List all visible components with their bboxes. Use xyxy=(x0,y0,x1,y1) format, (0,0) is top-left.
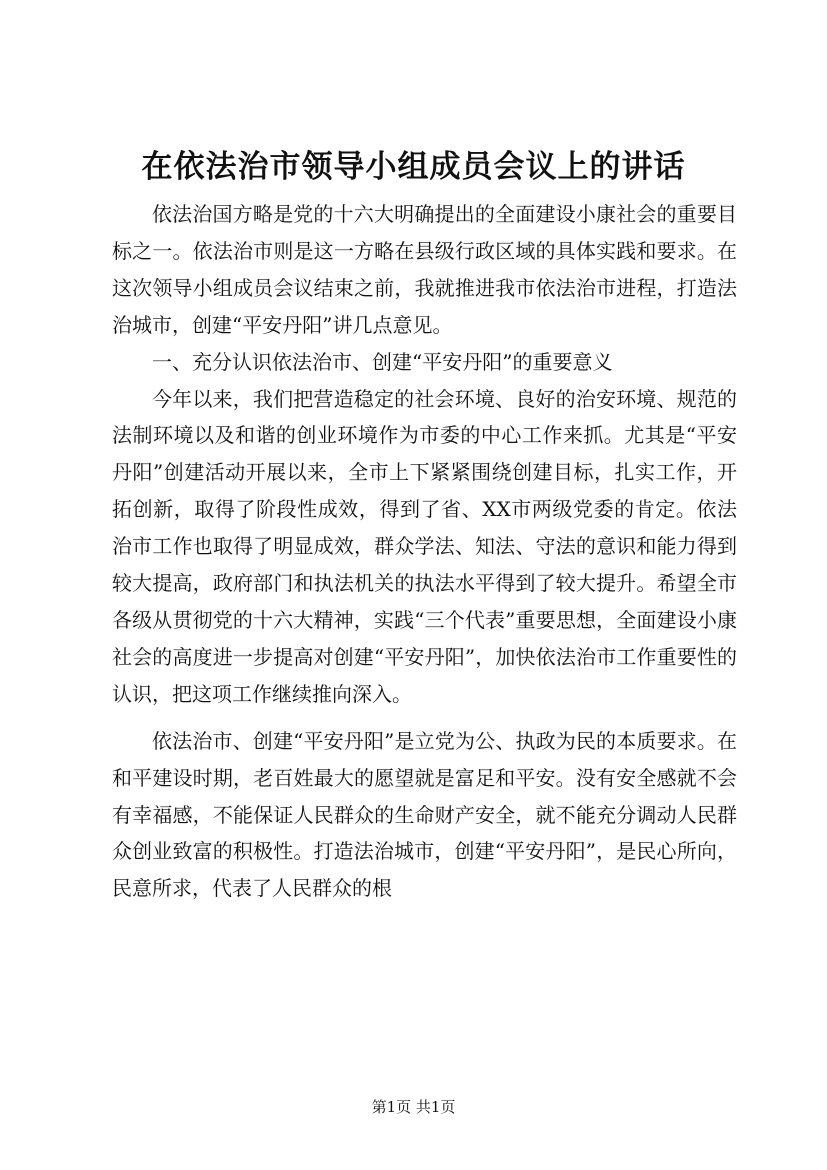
paragraph-significance: 依法治市、创建“平安丹阳”是立党为公、执政为民的本质要求。在和平建设时期，老百姓最大的愿望就是富足和平安。没有安全感就不会有幸福感，不能保证人民群众的生命财产安全，就不能充分调动人民群众创业致富的积极性。打造法治城市，创建“平安丹阳”，是民心所向，民意所求，代表了人民群众的根 xyxy=(112,728,737,901)
paragraph-spacer xyxy=(112,713,737,723)
paragraph-intro: 依法治国方略是党的十六大明确提出的全面建设小康社会的重要目标之一。依法治市则是这一方略在县级行政区域的具体实践和要求。在这次领导小组成员会议结束之前，我就推进我市依法治市进程，打造法治城市，创建“平安丹阳”讲几点意见。 xyxy=(112,202,737,337)
page-number-footer: 第1页 共1页 xyxy=(371,1098,456,1116)
document-body xyxy=(112,196,737,907)
section-heading-1: 一、充分认识依法治市、创建“平安丹阳”的重要意义 xyxy=(152,349,613,374)
paragraph-progress: 今年以来，我们把营造稳定的社会环境、良好的治安环境、规范的法制环境以及和谐的创业环境作为市委的中心工作来抓。尤其是“平安丹阳”创建活动开展以来，全市上下紧紧围绕创建目标，扎实工作，开拓创新，取得了阶段性成效，得到了省、XX市两级党委的肯定。依法治市工作也取得了明显成效，群众学法、知法、守法的意识和能力得到较大提高，政府部门和执法机关的执法水平得到了较大提升。希望全市各级从贯彻党的十六大精神，实践“三个代表”重要思想，全面建设小康社会的高度进一步提高对创建“平安丹阳”，加快依法治市工作重要性的认识，把这项工作继续推向深入。 xyxy=(112,386,737,706)
page-title: 在依法治市领导小组成员会议上的讲话 xyxy=(141,149,686,185)
